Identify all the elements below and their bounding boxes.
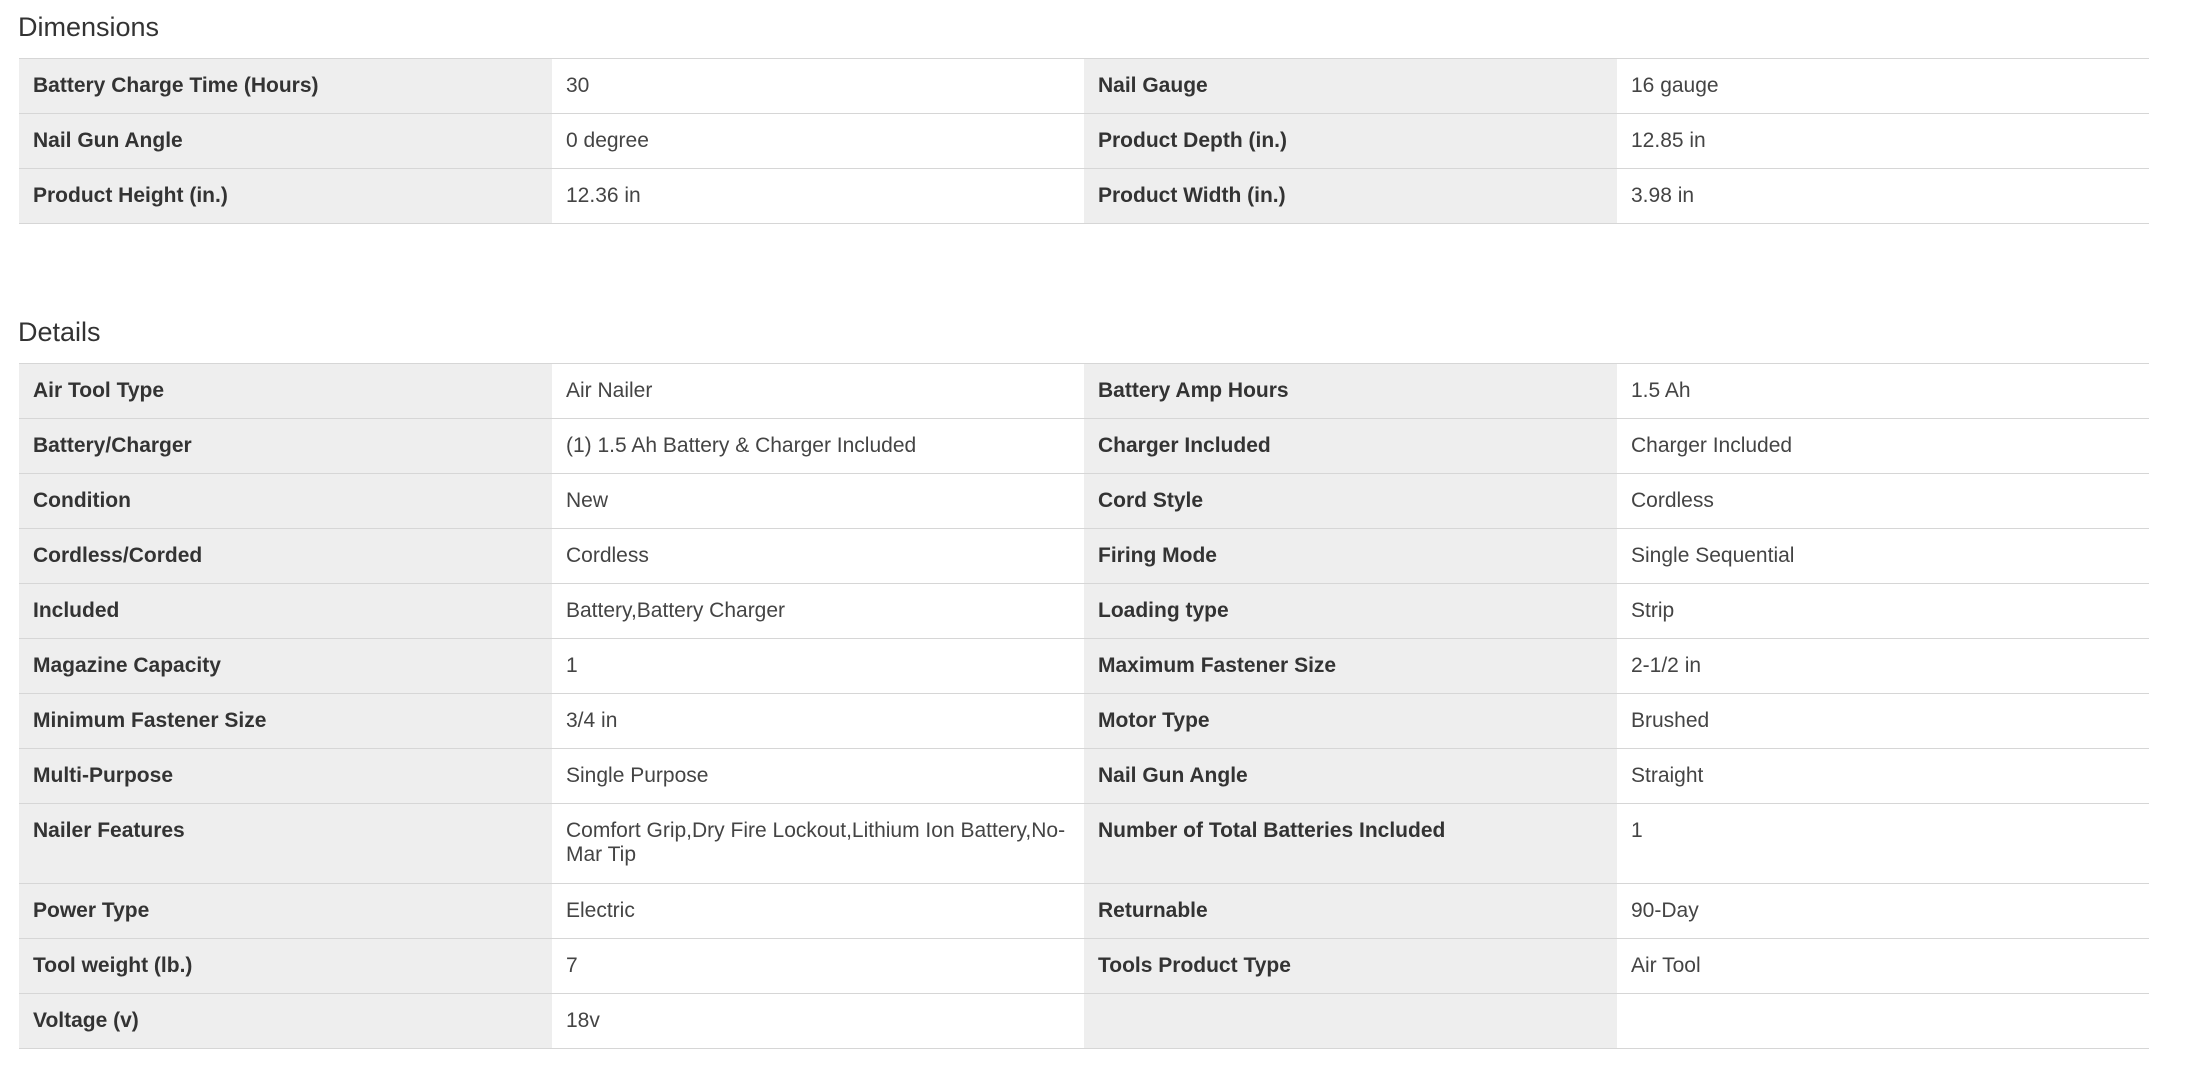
spec-label: Condition: [19, 474, 552, 529]
spec-value: 0 degree: [552, 114, 1084, 169]
spec-label: Loading type: [1084, 584, 1617, 639]
spec-label-empty: [1084, 994, 1617, 1049]
spec-value: 3.98 in: [1617, 169, 2149, 224]
spec-value: 18v: [552, 994, 1084, 1049]
spec-label: Motor Type: [1084, 694, 1617, 749]
spec-label: Voltage (v): [19, 994, 552, 1049]
details-table: [19, 363, 2149, 1049]
spec-value: 1.5 Ah: [1617, 364, 2149, 419]
spec-value: Cordless: [1617, 474, 2149, 529]
spec-value: 30: [552, 59, 1084, 114]
spec-label: Maximum Fastener Size: [1084, 639, 1617, 694]
spec-label: Cord Style: [1084, 474, 1617, 529]
spec-value: 2-1/2 in: [1617, 639, 2149, 694]
spec-value: 16 gauge: [1617, 59, 2149, 114]
spec-label: Number of Total Batteries Included: [1084, 804, 1617, 884]
spec-label: Battery/Charger: [19, 419, 552, 474]
spec-label: Tools Product Type: [1084, 939, 1617, 994]
table-row: [19, 884, 2149, 939]
table-row: [19, 994, 2149, 1049]
spec-label: Product Width (in.): [1084, 169, 1617, 224]
table-row: [19, 59, 2149, 114]
spec-label: Nail Gauge: [1084, 59, 1617, 114]
spec-value: Battery,Battery Charger: [552, 584, 1084, 639]
spec-value: Electric: [552, 884, 1084, 939]
table-row: [19, 804, 2149, 884]
dimensions-table: [19, 58, 2149, 224]
spec-label: Charger Included: [1084, 419, 1617, 474]
table-row: [19, 169, 2149, 224]
table-row: [19, 364, 2149, 419]
spec-value: New: [552, 474, 1084, 529]
table-row: [19, 694, 2149, 749]
spec-value-empty: [1617, 994, 2149, 1049]
spec-label: Air Tool Type: [19, 364, 552, 419]
spec-label: Nail Gun Angle: [19, 114, 552, 169]
spec-value: 1: [1617, 804, 2149, 884]
spec-label: Tool weight (lb.): [19, 939, 552, 994]
spec-label: Battery Amp Hours: [1084, 364, 1617, 419]
spec-label: Product Depth (in.): [1084, 114, 1617, 169]
spec-value: Charger Included: [1617, 419, 2149, 474]
spec-label: Magazine Capacity: [19, 639, 552, 694]
spec-value: 12.85 in: [1617, 114, 2149, 169]
spec-label: Included: [19, 584, 552, 639]
spec-value: 7: [552, 939, 1084, 994]
table-row: [19, 529, 2149, 584]
spec-label: Multi-Purpose: [19, 749, 552, 804]
table-row: [19, 114, 2149, 169]
spec-label: Firing Mode: [1084, 529, 1617, 584]
details-section-title: Details: [18, 317, 101, 347]
spec-label: Returnable: [1084, 884, 1617, 939]
table-row: [19, 474, 2149, 529]
dimensions-section-title: Dimensions: [18, 12, 160, 42]
table-row: [19, 584, 2149, 639]
spec-value: Single Purpose: [552, 749, 1084, 804]
spec-value: Brushed: [1617, 694, 2149, 749]
spec-value: Air Tool: [1617, 939, 2149, 994]
spec-value: Air Nailer: [552, 364, 1084, 419]
spec-value: Single Sequential: [1617, 529, 2149, 584]
spec-value: 90-Day: [1617, 884, 2149, 939]
table-row: [19, 749, 2149, 804]
spec-label: Minimum Fastener Size: [19, 694, 552, 749]
table-row: [19, 419, 2149, 474]
spec-label: Product Height (in.): [19, 169, 552, 224]
spec-value: Straight: [1617, 749, 2149, 804]
spec-value: Strip: [1617, 584, 2149, 639]
spec-label: Nailer Features: [19, 804, 552, 884]
spec-label: Power Type: [19, 884, 552, 939]
spec-value: (1) 1.5 Ah Battery & Charger Included: [552, 419, 1084, 474]
spec-label: Nail Gun Angle: [1084, 749, 1617, 804]
spec-value: 3/4 in: [552, 694, 1084, 749]
spec-value: 1: [552, 639, 1084, 694]
spec-value: 12.36 in: [552, 169, 1084, 224]
spec-label: Cordless/Corded: [19, 529, 552, 584]
table-row: [19, 939, 2149, 994]
spec-value: Comfort Grip,Dry Fire Lockout,Lithium Ion Battery,No-Mar Tip: [552, 804, 1084, 884]
table-row: [19, 639, 2149, 694]
spec-label: Battery Charge Time (Hours): [19, 59, 552, 114]
spec-value: Cordless: [552, 529, 1084, 584]
